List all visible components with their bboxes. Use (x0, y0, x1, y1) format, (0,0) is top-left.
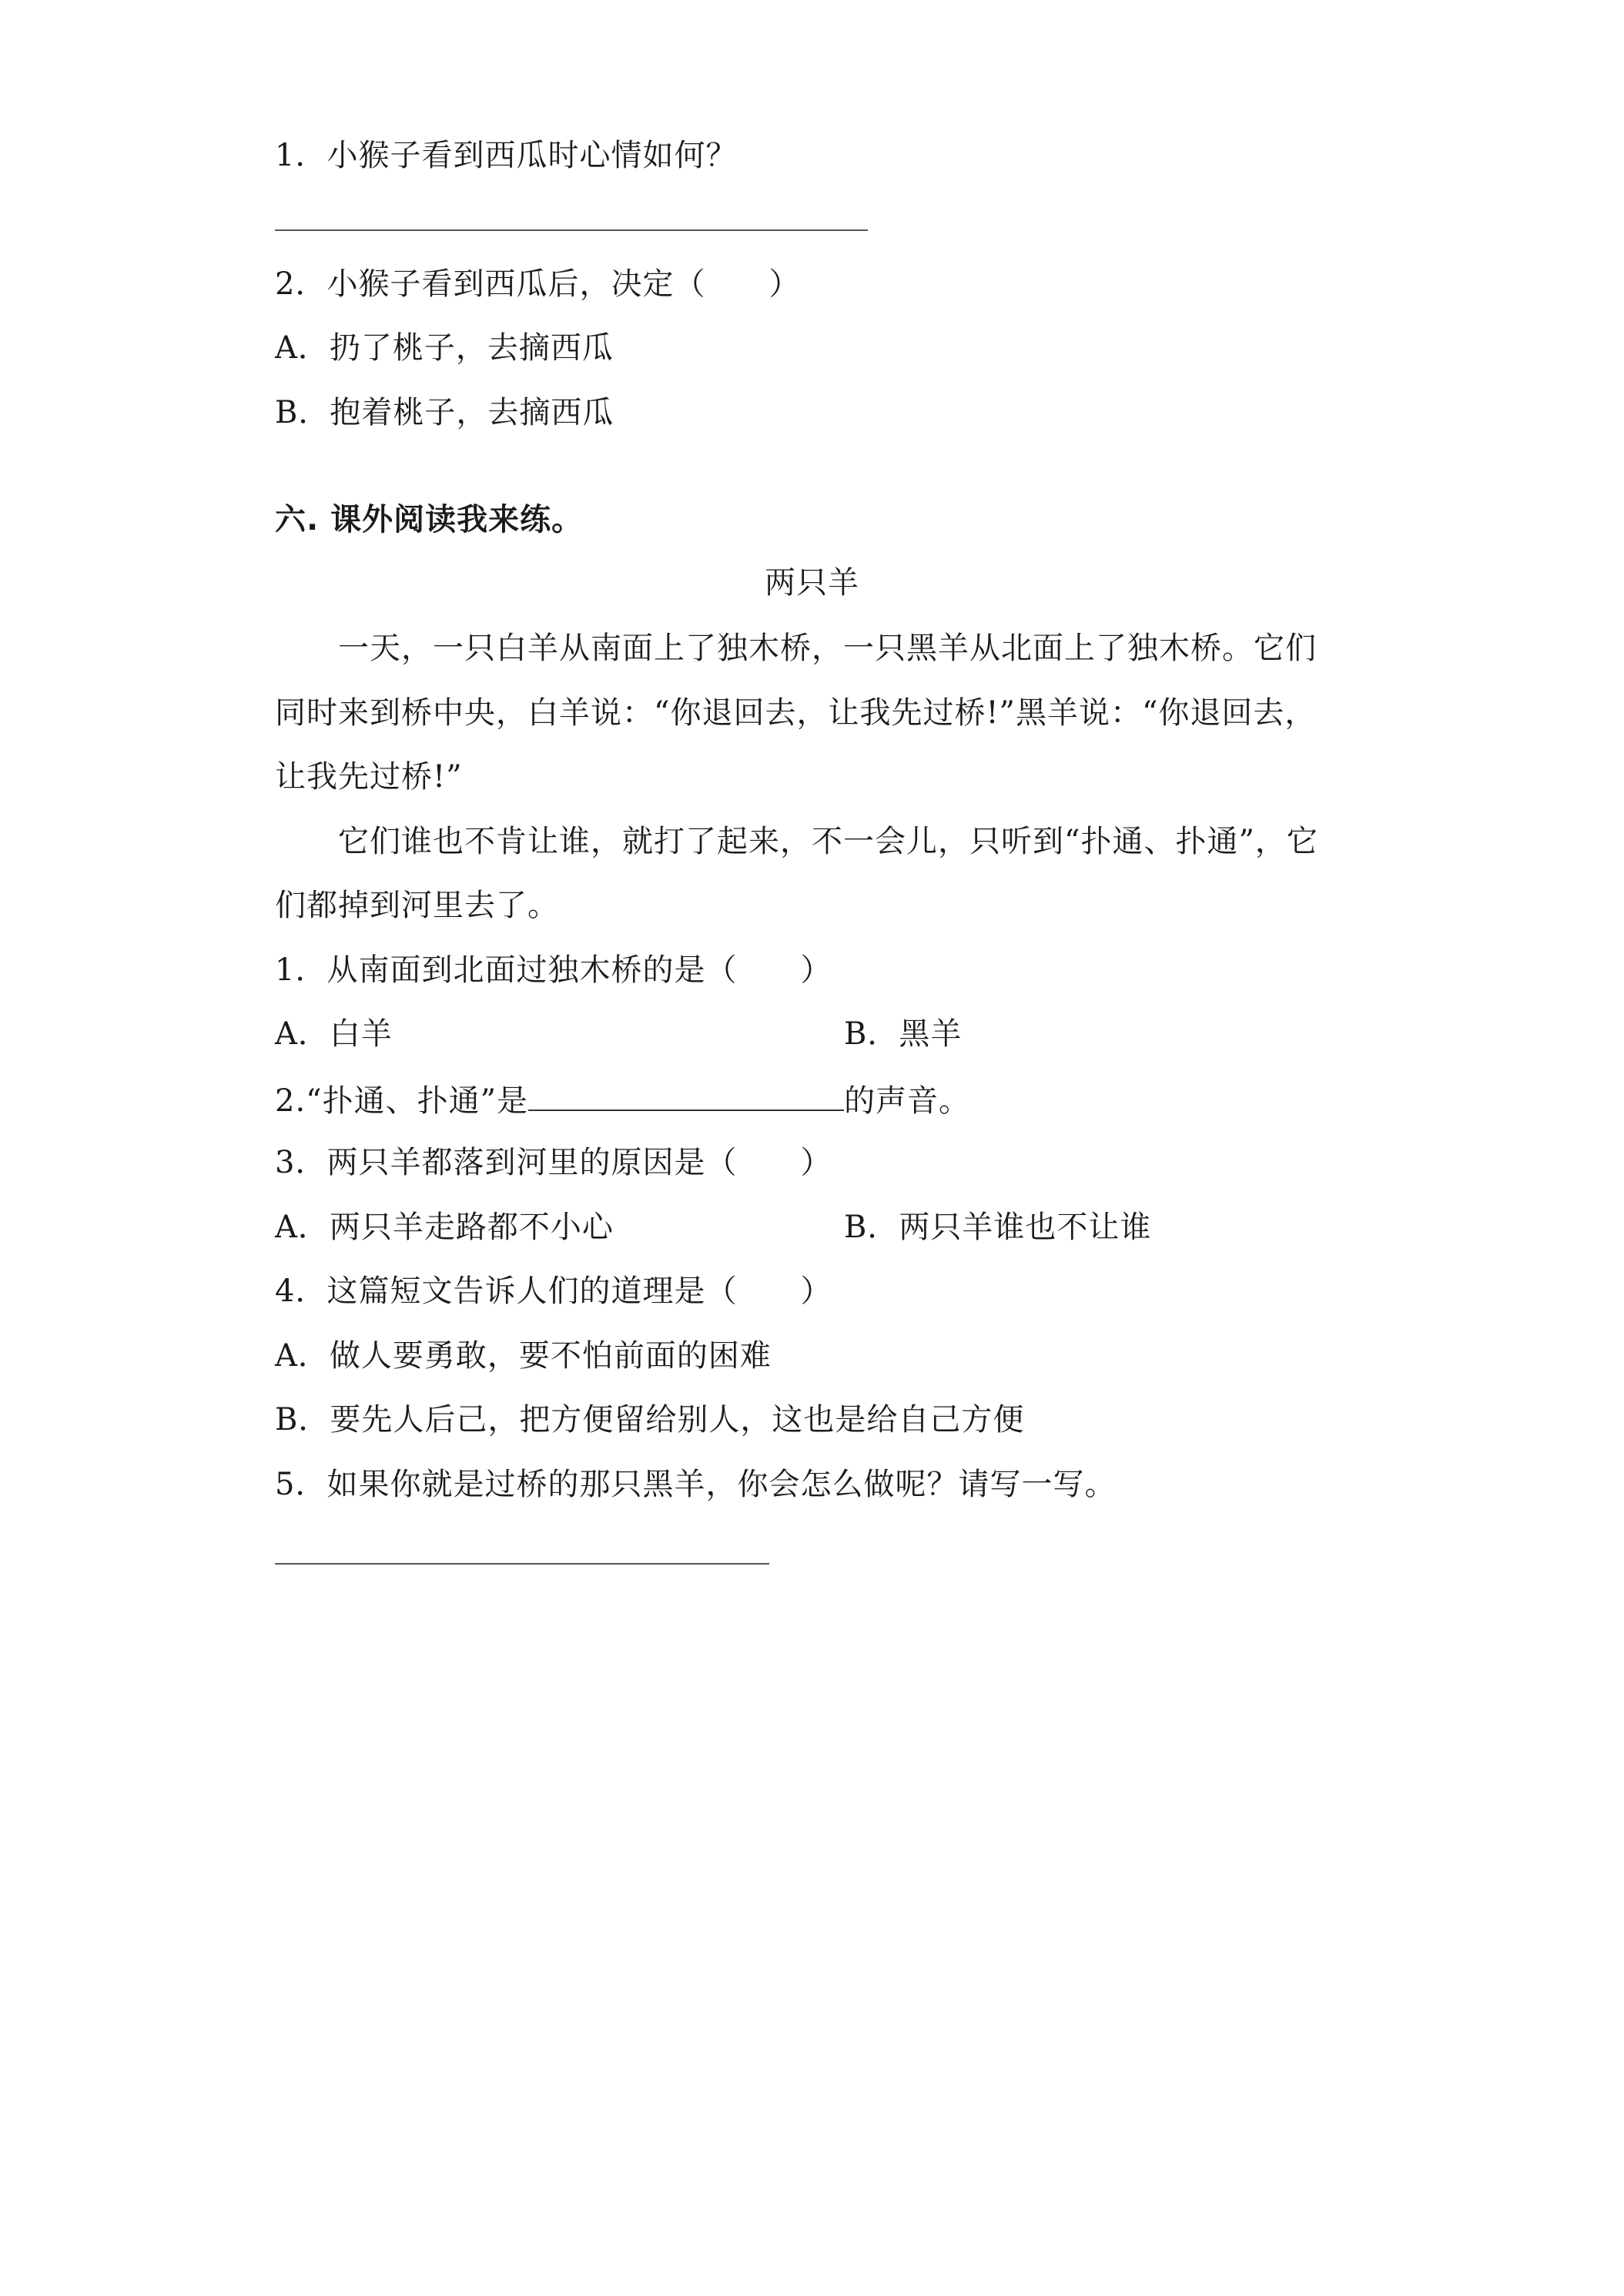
reading-question-1-option-b: B．黑羊 (844, 1016, 963, 1052)
passage-line: 同时来到桥中央，白羊说：“你退回去，让我先过桥!”黑羊说：“你退回去， (275, 695, 1317, 731)
passage-line: 它们谁也不肯让谁，就打了起来，不一会儿，只听到“扑通、扑通”，它 (275, 824, 1318, 859)
passage-line: 们都掉到河里去了。 (275, 888, 559, 923)
passage-title: 两只羊 (765, 565, 859, 601)
reading-question-2-suffix: 的声音。 (844, 1083, 971, 1119)
reading-question-4-option-b: B．要先人后己，把方便留给别人，这也是给自己方便 (275, 1402, 1025, 1438)
passage-line: 让我先过桥!” (275, 759, 463, 795)
answer-line-5[interactable] (275, 1563, 769, 1565)
reading-question-1: 1．从南面到北面过独木桥的是（ ） (275, 952, 832, 988)
reading-question-3-option-b: B．两只羊谁也不让谁 (844, 1210, 1152, 1245)
question-2-option-a: A．扔了桃子，去摘西瓜 (275, 330, 614, 366)
section-heading: 六. 课外阅读我来练。 (275, 502, 584, 537)
reading-question-4: 4．这篇短文告诉人们的道理是（ ） (275, 1274, 832, 1309)
reading-question-4-option-a: A．做人要勇敢，要不怕前面的困难 (275, 1338, 772, 1374)
fill-in-blank[interactable] (528, 1080, 844, 1111)
reading-question-3-option-a: A．两只羊走路都不小心 (275, 1210, 614, 1245)
question-2-text: 2．小猴子看到西瓜后，决定（ ） (275, 266, 801, 302)
reading-question-2 (275, 1080, 970, 1120)
answer-line-1[interactable] (275, 229, 868, 231)
question-1-text: 1．小猴子看到西瓜时心情如何？ (275, 138, 738, 173)
reading-question-1-option-a: A．白羊 (275, 1016, 393, 1052)
reading-question-5: 5．如果你就是过桥的那只黑羊，你会怎么做呢？请写一写。 (275, 1467, 1117, 1502)
question-2-option-b: B．抱着桃子，去摘西瓜 (275, 395, 614, 430)
passage-line: 一天，一只白羊从南面上了独木桥，一只黑羊从北面上了独木桥。它们 (275, 631, 1317, 666)
reading-question-3: 3．两只羊都落到河里的原因是（ ） (275, 1145, 832, 1180)
reading-question-2-prefix: 2.“扑通、扑通”是 (275, 1083, 529, 1119)
